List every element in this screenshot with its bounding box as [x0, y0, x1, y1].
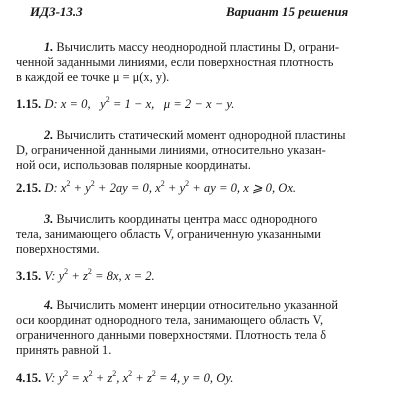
task-prefix: V:: [44, 269, 56, 283]
task-exp: 2: [64, 266, 69, 276]
header: [30, 4, 370, 22]
task-part: = 4, y = 0, Oy.: [155, 371, 234, 385]
problem-line: в каждой ее точке μ = μ(x, y).: [16, 70, 170, 84]
task-exp: 2: [112, 368, 117, 378]
task-4-15: [16, 370, 386, 386]
problem-2: [16, 128, 386, 173]
task-part: + 2ay = 0, x: [94, 181, 161, 195]
task-part: = 1 − x,: [109, 97, 155, 111]
task-part: + z: [132, 371, 152, 385]
header-variant: Вариант 15 решения: [226, 4, 349, 19]
task-exp: 2: [88, 368, 93, 378]
task-exp: 2: [87, 266, 92, 276]
task-part: x: [60, 181, 67, 195]
problem-line: D, ограниченной данными линиями, относительно указан-: [16, 143, 326, 157]
task-2-15: [16, 180, 386, 196]
task-part: = 8x, x = 2.: [91, 269, 155, 283]
problem-line: Вычислить момент инерции относительно указанной: [56, 298, 338, 312]
problem-line: ченной заданными линиями, если поверхностная плотность: [16, 55, 334, 69]
task-part: + y: [164, 181, 186, 195]
task-number: 1.15.: [16, 97, 42, 111]
problem-line: тела, занимающего область V, ограниченную указанными: [16, 227, 321, 241]
task-exp: 2: [66, 178, 71, 188]
problem-number: 1.: [44, 40, 54, 54]
task-part: x = 0,: [60, 97, 91, 111]
task-number: 2.15.: [16, 181, 42, 195]
task-number: 3.15.: [16, 269, 42, 283]
task-prefix: D:: [44, 181, 58, 195]
task-part: , x: [116, 371, 129, 385]
task-part: + y: [70, 181, 91, 195]
task-exp: 2: [151, 368, 156, 378]
problem-line: Вычислить координаты центра масс однородного: [56, 212, 318, 226]
problem-line: принять равной 1.: [16, 343, 112, 357]
task-part: + z: [92, 371, 113, 385]
problem-number: 4.: [44, 298, 54, 312]
task-prefix: D:: [44, 97, 58, 111]
task-part: y: [58, 371, 65, 385]
task-part: y: [100, 97, 106, 111]
problem-number: 2.: [44, 128, 54, 142]
task-prefix: V:: [44, 371, 56, 385]
task-part: + ay = 0, x ⩾ 0, Ox.: [189, 181, 297, 195]
task-exp: 2: [160, 178, 165, 188]
task-exp: 2: [64, 368, 69, 378]
task-part: y: [58, 269, 65, 283]
task-part: + z: [68, 269, 88, 283]
task-1-15: [16, 96, 386, 112]
problem-1: [16, 40, 386, 85]
problem-line: ограниченного данными поверхностями. Плотность тела δ: [16, 328, 327, 342]
problem-4: [16, 298, 386, 358]
problem-line: оси координат однородного тела, занимающего область V,: [16, 313, 324, 327]
task-exp: 2: [90, 178, 95, 188]
problem-number: 3.: [44, 212, 54, 226]
task-exp: 2: [128, 368, 133, 378]
problem-3: [16, 212, 386, 257]
task-part: = x: [68, 371, 89, 385]
problem-line: поверхностями.: [16, 242, 100, 256]
problem-line: ной оси, использовав полярные координаты.: [16, 158, 251, 172]
task-part: μ = 2 − x − y.: [163, 97, 235, 111]
task-number: 4.15.: [16, 371, 42, 385]
task-exp: 2: [185, 178, 190, 188]
header-title: ИДЗ-13.3: [30, 4, 83, 19]
problem-line: Вычислить массу неоднородной пластины D, ограни-: [56, 40, 340, 54]
task-exp: 2: [105, 94, 110, 104]
problem-line: Вычислить статический момент однородной пластины: [56, 128, 346, 142]
task-3-15: [16, 268, 386, 284]
